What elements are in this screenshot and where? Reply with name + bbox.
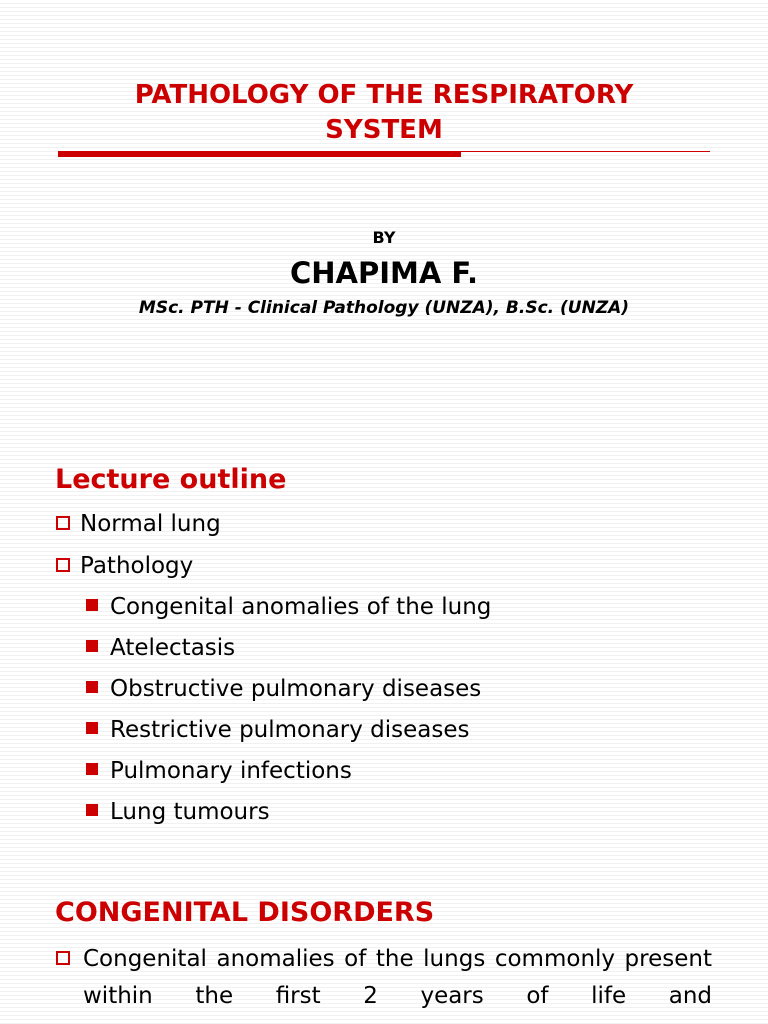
hollow-square-bullet-icon [56,558,70,572]
filled-square-bullet-icon [86,722,98,734]
outline-item-label: Obstructive pulmonary diseases [110,676,482,702]
outline-item-label: Restrictive pulmonary diseases [110,717,470,743]
title-line-2: SYSTEM [325,115,443,145]
filled-square-bullet-icon [86,763,98,775]
outline-item-label: Pathology [80,553,194,579]
outline-subitem-obstructive [86,675,481,703]
filled-square-bullet-icon [86,640,98,652]
outline-subitem-infections [86,757,352,785]
outline-item-pathology [56,552,193,580]
outline-heading: Lecture outline [55,464,287,495]
title-line-1: PATHOLOGY OF THE RESPIRATORY [134,80,634,110]
hollow-square-bullet-icon [56,516,70,530]
document-title [0,78,768,148]
title-divider-thick [58,151,461,157]
outline-subitem-tumours [86,798,270,826]
congenital-heading: CONGENITAL DISORDERS [55,897,435,928]
hollow-square-bullet-icon [56,951,70,965]
outline-subitem-atelectasis [86,634,235,662]
filled-square-bullet-icon [86,804,98,816]
filled-square-bullet-icon [86,681,98,693]
outline-item-label: Atelectasis [110,635,236,661]
congenital-paragraph [56,941,712,1015]
congenital-paragraph-text: Congenital anomalies of the lungs commonly present within the first 2 years of life and [83,946,712,1009]
by-label: BY [372,228,396,247]
outline-item-label: Congenital anomalies of the lung [110,594,492,620]
title-divider-thin [461,151,710,152]
author-credentials: MSc. PTH - Clinical Pathology (UNZA), B.Sc. (UNZA) [138,298,630,318]
author-name: CHAPIMA F. [289,256,478,290]
outline-item-label: Normal lung [80,511,221,537]
outline-item-normal-lung [56,510,221,538]
outline-item-label: Lung tumours [110,799,270,825]
filled-square-bullet-icon [86,599,98,611]
outline-subitem-congenital-anomalies [86,593,491,621]
outline-subitem-restrictive [86,716,470,744]
outline-item-label: Pulmonary infections [110,758,352,784]
